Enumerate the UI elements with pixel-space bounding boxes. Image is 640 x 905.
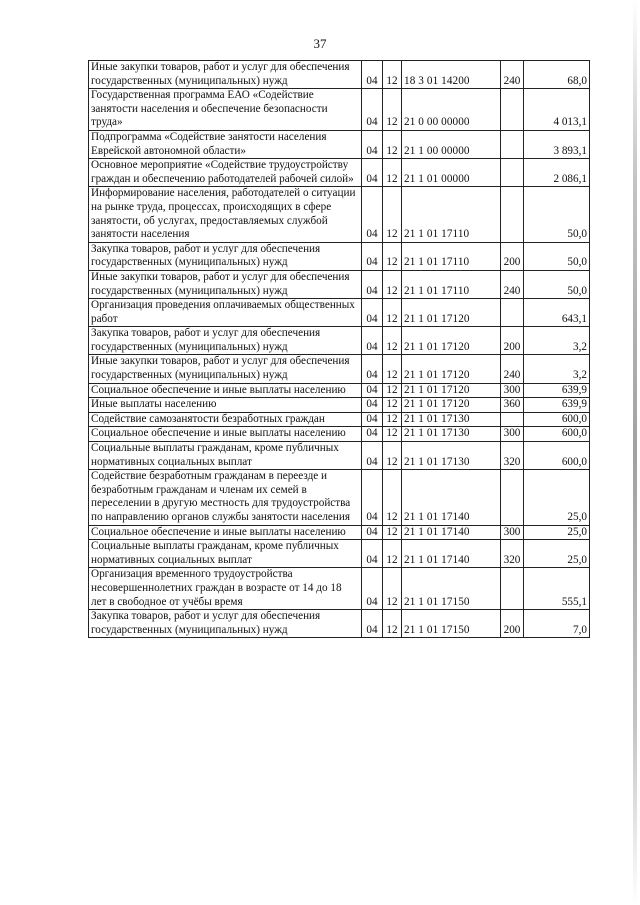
item-name-cell: Организация временного трудоустройства несовершеннолетних граждан в возрасте от 14 до 18 лет в свободное от учёбы время bbox=[89, 568, 362, 610]
section-code-cell: 04 bbox=[362, 270, 383, 298]
subsection-code-cell: 12 bbox=[383, 327, 402, 355]
section-code-cell: 04 bbox=[362, 355, 383, 383]
subsection-code-cell: 12 bbox=[383, 299, 402, 327]
item-name-cell: Закупка товаров, работ и услуг для обеспечения государственных (муниципальных) нужд bbox=[89, 242, 362, 270]
section-code-cell: 04 bbox=[362, 398, 383, 413]
table-row bbox=[89, 427, 590, 442]
table-row bbox=[89, 568, 590, 610]
subsection-code-cell: 12 bbox=[383, 130, 402, 158]
item-name-cell: Содействие безработным гражданам в переезде и безработным гражданам и членам их семей в переселении в другую местность для трудоустройства по направлению органов службы занятости населения bbox=[89, 470, 362, 525]
item-name-cell: Социальные выплаты гражданам, кроме публичных нормативных социальных выплат bbox=[89, 442, 362, 470]
amount-cell: 600,0 bbox=[524, 427, 590, 442]
section-code-cell: 04 bbox=[362, 412, 383, 427]
target-article-cell: 21 1 01 17140 bbox=[402, 540, 501, 568]
amount-cell: 25,0 bbox=[524, 540, 590, 568]
table-row bbox=[89, 398, 590, 413]
subsection-code-cell: 12 bbox=[383, 355, 402, 383]
amount-cell: 555,1 bbox=[524, 568, 590, 610]
subsection-code-cell: 12 bbox=[383, 412, 402, 427]
table-row bbox=[89, 412, 590, 427]
item-name-cell: Государственная программа ЕАО «Содействие занятости населения и обеспечение безопасности труда» bbox=[89, 89, 362, 131]
expense-type-cell: 240 bbox=[501, 270, 524, 298]
section-code-cell: 04 bbox=[362, 540, 383, 568]
target-article-cell: 18 3 01 14200 bbox=[402, 61, 501, 89]
amount-cell: 3,2 bbox=[524, 327, 590, 355]
expense-type-cell: 240 bbox=[501, 61, 524, 89]
section-code-cell: 04 bbox=[362, 327, 383, 355]
expense-type-cell bbox=[501, 130, 524, 158]
table-row bbox=[89, 525, 590, 540]
expense-type-cell bbox=[501, 299, 524, 327]
subsection-code-cell: 12 bbox=[383, 470, 402, 525]
target-article-cell: 21 1 01 17130 bbox=[402, 427, 501, 442]
target-article-cell: 21 1 01 17130 bbox=[402, 442, 501, 470]
expense-type-cell: 300 bbox=[501, 427, 524, 442]
subsection-code-cell: 12 bbox=[383, 610, 402, 638]
target-article-cell: 21 1 00 00000 bbox=[402, 130, 501, 158]
target-article-cell: 21 1 01 17120 bbox=[402, 355, 501, 383]
expense-type-cell bbox=[501, 89, 524, 131]
subsection-code-cell: 12 bbox=[383, 187, 402, 242]
section-code-cell: 04 bbox=[362, 159, 383, 187]
expense-type-cell: 200 bbox=[501, 610, 524, 638]
table-row bbox=[89, 61, 590, 89]
item-name-cell: Иные закупки товаров, работ и услуг для обеспечения государственных (муниципальных) нужд bbox=[89, 355, 362, 383]
target-article-cell: 21 1 01 17140 bbox=[402, 525, 501, 540]
subsection-code-cell: 12 bbox=[383, 89, 402, 131]
table-row bbox=[89, 89, 590, 131]
expense-type-cell: 200 bbox=[501, 242, 524, 270]
expense-type-cell: 320 bbox=[501, 540, 524, 568]
amount-cell: 25,0 bbox=[524, 470, 590, 525]
expense-type-cell bbox=[501, 187, 524, 242]
item-name-cell: Социальные выплаты гражданам, кроме публичных нормативных социальных выплат bbox=[89, 540, 362, 568]
amount-cell: 2 086,1 bbox=[524, 159, 590, 187]
table-row bbox=[89, 270, 590, 298]
scan-edge-shadow bbox=[633, 0, 637, 905]
item-name-cell: Организация проведения оплачиваемых общественных работ bbox=[89, 299, 362, 327]
table-row bbox=[89, 470, 590, 525]
page-number: 37 bbox=[313, 36, 327, 51]
subsection-code-cell: 12 bbox=[383, 525, 402, 540]
budget-table bbox=[88, 60, 590, 638]
target-article-cell: 21 1 01 00000 bbox=[402, 159, 501, 187]
target-article-cell: 21 1 01 17120 bbox=[402, 299, 501, 327]
item-name-cell: Иные закупки товаров, работ и услуг для обеспечения государственных (муниципальных) нужд bbox=[89, 61, 362, 89]
amount-cell: 25,0 bbox=[524, 525, 590, 540]
subsection-code-cell: 12 bbox=[383, 61, 402, 89]
table-row bbox=[89, 187, 590, 242]
expense-type-cell: 240 bbox=[501, 355, 524, 383]
target-article-cell: 21 1 01 17130 bbox=[402, 412, 501, 427]
target-article-cell: 21 1 01 17110 bbox=[402, 187, 501, 242]
amount-cell: 3 893,1 bbox=[524, 130, 590, 158]
table-row bbox=[89, 242, 590, 270]
amount-cell: 68,0 bbox=[524, 61, 590, 89]
budget-table-body bbox=[89, 61, 590, 638]
target-article-cell: 21 1 01 17150 bbox=[402, 568, 501, 610]
target-article-cell: 21 1 01 17120 bbox=[402, 398, 501, 413]
expense-type-cell bbox=[501, 470, 524, 525]
amount-cell: 4 013,1 bbox=[524, 89, 590, 131]
table-row bbox=[89, 540, 590, 568]
section-code-cell: 04 bbox=[362, 299, 383, 327]
item-name-cell: Иные выплаты населению bbox=[89, 398, 362, 413]
table-row bbox=[89, 383, 590, 398]
target-article-cell: 21 1 01 17150 bbox=[402, 610, 501, 638]
expense-type-cell: 300 bbox=[501, 383, 524, 398]
item-name-cell: Социальное обеспечение и иные выплаты населению bbox=[89, 525, 362, 540]
subsection-code-cell: 12 bbox=[383, 398, 402, 413]
target-article-cell: 21 0 00 00000 bbox=[402, 89, 501, 131]
expense-type-cell: 320 bbox=[501, 442, 524, 470]
expense-type-cell bbox=[501, 159, 524, 187]
table-row bbox=[89, 130, 590, 158]
item-name-cell: Информирование населения, работодателей о ситуации на рынке труда, процессах, происходящих в сфере занятости, об услугах, предоставляемых службой занятости населения bbox=[89, 187, 362, 242]
amount-cell: 50,0 bbox=[524, 242, 590, 270]
expense-type-cell: 300 bbox=[501, 525, 524, 540]
expense-type-cell: 200 bbox=[501, 327, 524, 355]
table-row bbox=[89, 159, 590, 187]
target-article-cell: 21 1 01 17110 bbox=[402, 242, 501, 270]
section-code-cell: 04 bbox=[362, 442, 383, 470]
subsection-code-cell: 12 bbox=[383, 159, 402, 187]
item-name-cell: Подпрограмма «Содействие занятости населения Еврейской автономной области» bbox=[89, 130, 362, 158]
section-code-cell: 04 bbox=[362, 242, 383, 270]
subsection-code-cell: 12 bbox=[383, 383, 402, 398]
table-row bbox=[89, 355, 590, 383]
subsection-code-cell: 12 bbox=[383, 442, 402, 470]
amount-cell: 7,0 bbox=[524, 610, 590, 638]
section-code-cell: 04 bbox=[362, 470, 383, 525]
target-article-cell: 21 1 01 17120 bbox=[402, 327, 501, 355]
section-code-cell: 04 bbox=[362, 383, 383, 398]
target-article-cell: 21 1 01 17120 bbox=[402, 383, 501, 398]
subsection-code-cell: 12 bbox=[383, 427, 402, 442]
amount-cell: 639,9 bbox=[524, 398, 590, 413]
table-row bbox=[89, 327, 590, 355]
table-row bbox=[89, 299, 590, 327]
subsection-code-cell: 12 bbox=[383, 242, 402, 270]
item-name-cell: Содействие самозанятости безработных граждан bbox=[89, 412, 362, 427]
section-code-cell: 04 bbox=[362, 610, 383, 638]
item-name-cell: Закупка товаров, работ и услуг для обеспечения государственных (муниципальных) нужд bbox=[89, 327, 362, 355]
item-name-cell: Основное мероприятие «Содействие трудоустройству граждан и обеспечению работодателей рабочей силой» bbox=[89, 159, 362, 187]
table-row bbox=[89, 610, 590, 638]
section-code-cell: 04 bbox=[362, 89, 383, 131]
section-code-cell: 04 bbox=[362, 427, 383, 442]
expense-type-cell: 360 bbox=[501, 398, 524, 413]
table-row bbox=[89, 442, 590, 470]
amount-cell: 50,0 bbox=[524, 270, 590, 298]
item-name-cell: Закупка товаров, работ и услуг для обеспечения государственных (муниципальных) нужд bbox=[89, 610, 362, 638]
amount-cell: 639,9 bbox=[524, 383, 590, 398]
subsection-code-cell: 12 bbox=[383, 568, 402, 610]
expense-type-cell bbox=[501, 568, 524, 610]
amount-cell: 600,0 bbox=[524, 412, 590, 427]
item-name-cell: Иные закупки товаров, работ и услуг для обеспечения государственных (муниципальных) нужд bbox=[89, 270, 362, 298]
item-name-cell: Социальное обеспечение и иные выплаты населению bbox=[89, 427, 362, 442]
section-code-cell: 04 bbox=[362, 61, 383, 89]
section-code-cell: 04 bbox=[362, 130, 383, 158]
amount-cell: 3,2 bbox=[524, 355, 590, 383]
section-code-cell: 04 bbox=[362, 187, 383, 242]
amount-cell: 50,0 bbox=[524, 187, 590, 242]
item-name-cell: Социальное обеспечение и иные выплаты населению bbox=[89, 383, 362, 398]
section-code-cell: 04 bbox=[362, 525, 383, 540]
amount-cell: 643,1 bbox=[524, 299, 590, 327]
expense-type-cell bbox=[501, 412, 524, 427]
subsection-code-cell: 12 bbox=[383, 270, 402, 298]
target-article-cell: 21 1 01 17110 bbox=[402, 270, 501, 298]
section-code-cell: 04 bbox=[362, 568, 383, 610]
amount-cell: 600,0 bbox=[524, 442, 590, 470]
subsection-code-cell: 12 bbox=[383, 540, 402, 568]
target-article-cell: 21 1 01 17140 bbox=[402, 470, 501, 525]
